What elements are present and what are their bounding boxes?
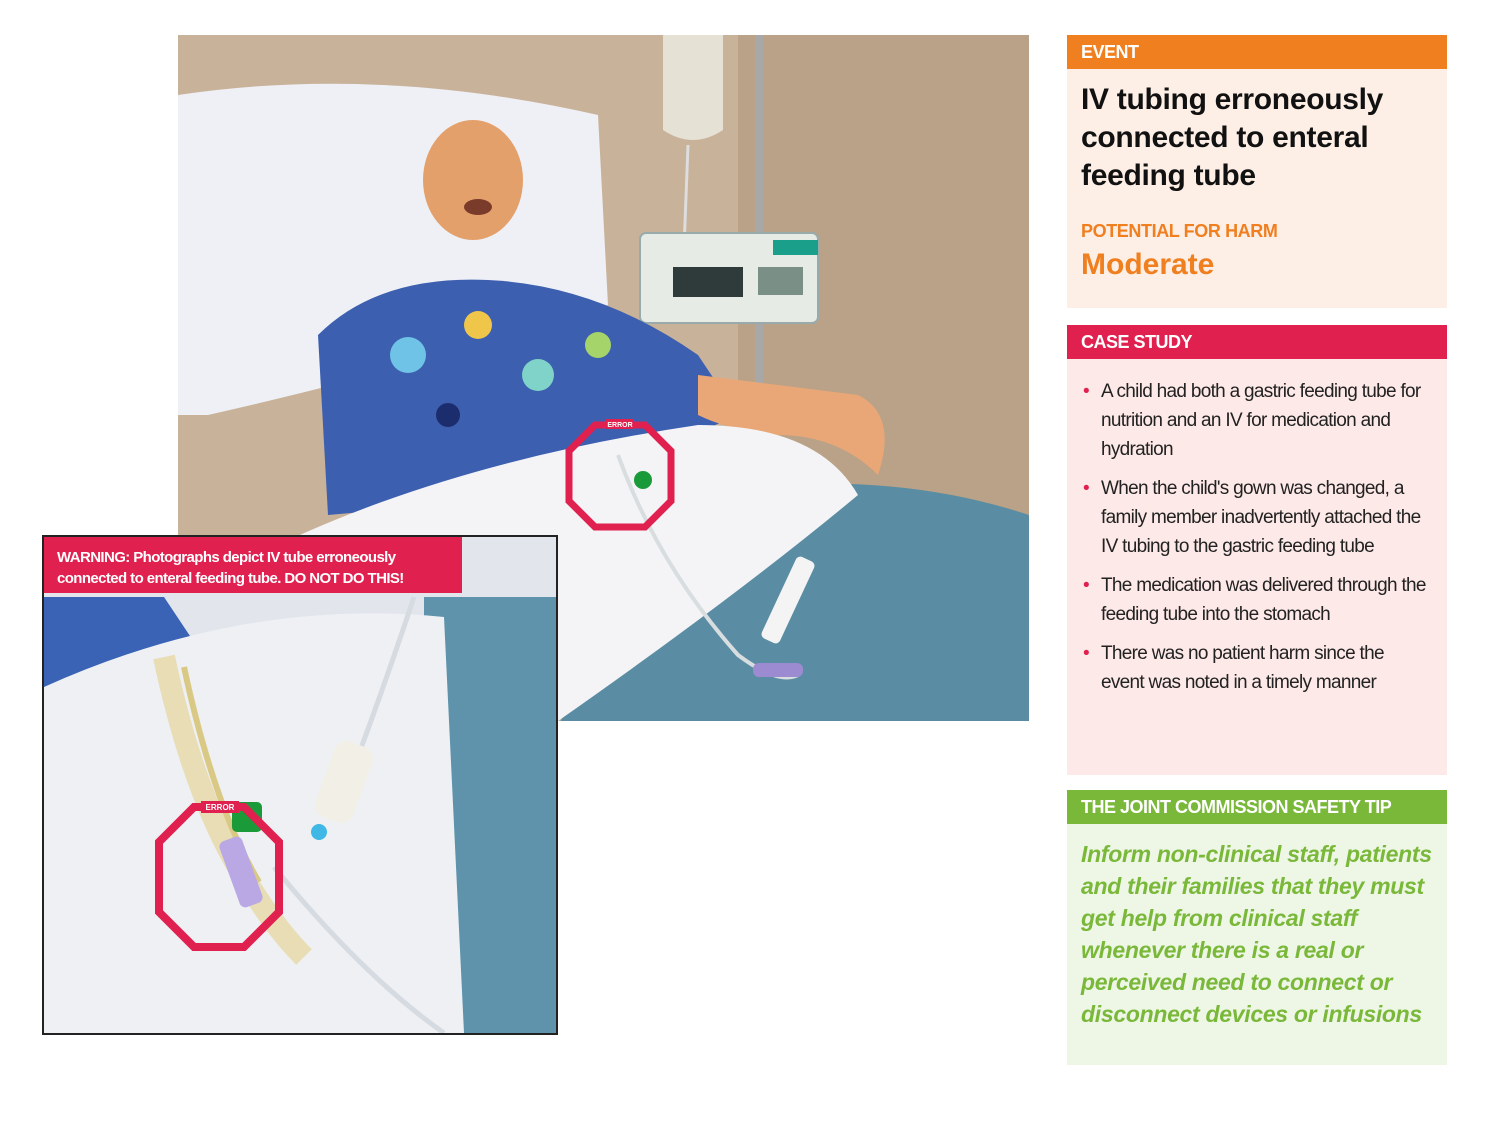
list-item: • A child had both a gastric feeding tube for nutrition and an IV for medication and hydration bbox=[1081, 377, 1427, 464]
safety-tip-text: Inform non-clinical staff, patients and their families that they must get help from clinical staff whenever there is a real or perceived need to connect or disconnect devices or infusions bbox=[1081, 841, 1432, 1027]
inset-error-tag: ERROR bbox=[205, 803, 235, 812]
safety-tip-header: THE JOINT COMMISSION SAFETY TIP bbox=[1067, 790, 1447, 824]
list-item: • There was no patient harm since the event was noted in a timely manner bbox=[1081, 639, 1427, 697]
safety-tip-panel bbox=[1067, 790, 1447, 1065]
warning-banner: WARNING: Photographs depict IV tube erroneously connected to enteral feeding tube. DO NOT DO THIS! bbox=[44, 537, 462, 593]
case-study-panel bbox=[1067, 325, 1447, 775]
list-item: • The medication was delivered through the feeding tube into the stomach bbox=[1081, 571, 1427, 629]
harm-value: Moderate bbox=[1081, 248, 1215, 281]
event-title: IV tubing erroneously connected to enteral feeding tube bbox=[1081, 83, 1384, 192]
event-panel bbox=[1067, 35, 1447, 308]
case-study-list bbox=[1067, 359, 1447, 697]
list-item: • When the child's gown was changed, a family member inadvertently attached the IV tubing to the gastric feeding tube bbox=[1081, 474, 1427, 561]
tube-closeup-illustration bbox=[44, 537, 556, 1033]
main-error-tag: ERROR bbox=[607, 422, 633, 429]
harm-label: POTENTIAL FOR HARM bbox=[1081, 221, 1278, 241]
case-study-header: CASE STUDY bbox=[1067, 325, 1447, 359]
event-header: EVENT bbox=[1067, 35, 1447, 69]
inset-photo bbox=[42, 535, 558, 1035]
